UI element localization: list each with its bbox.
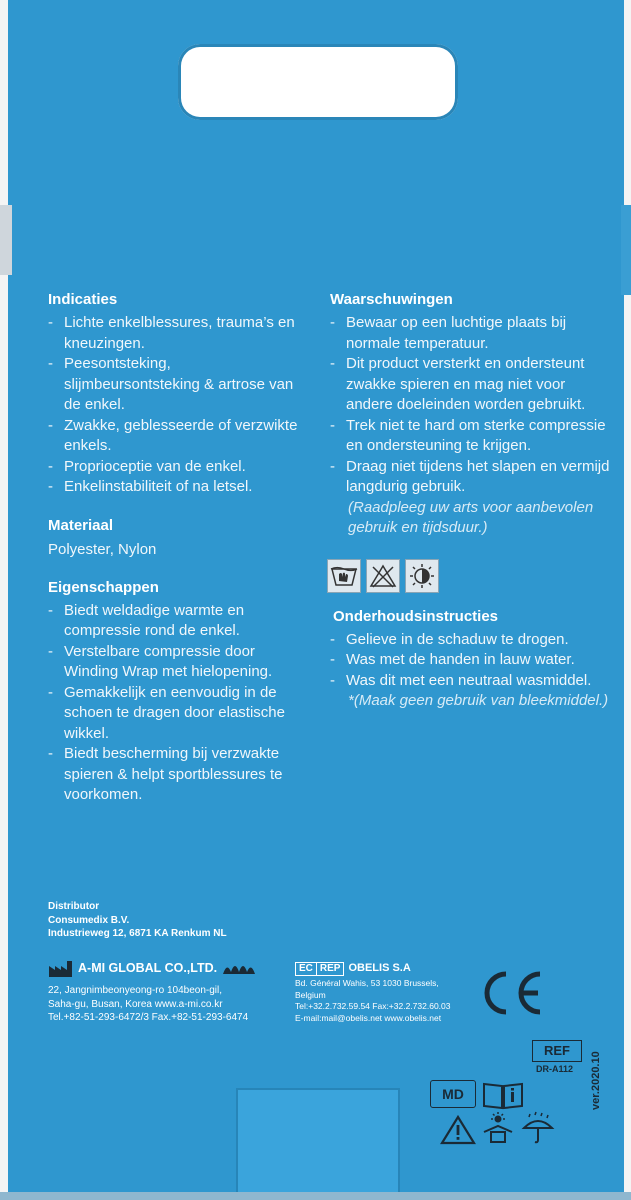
indications-list [48,313,298,498]
ec-tag: EC [295,962,317,976]
ec-rep-address: Bd. Général Wahis, 53 1030 Brussels, [295,978,439,988]
manufacturer-phone: Tel.+82-51-293-6472/3 Fax.+82-51-293-6474 [48,1012,249,1023]
rep-tag: REP [316,962,345,976]
list-item: - Lichte enkelblessures, trauma’s en kneuzingen. [48,313,298,354]
list-item: - Draag niet tijdens het slapen en vermijd langdurig gebruik. [330,457,610,498]
care-note: *(Maak geen gebruik van bleekmiddel.) [348,692,609,709]
keep-away-sunlight-icon [480,1112,516,1146]
dry-in-shade-icon [405,559,439,593]
distributor-block [48,900,227,941]
list-item: - Was dit met een neutraal wasmiddel. [330,671,610,692]
properties-title: Eigenschappen [48,578,159,596]
ce-mark-icon [476,968,546,1018]
left-flap [0,205,12,275]
manufacturer-name: A-MI GLOBAL CO.,LTD. [78,961,218,976]
list-item: - Gelieve in de schaduw te drogen. [330,630,610,651]
list-item: - Enkelinstabiliteit of na letsel. [48,477,298,498]
hang-hole [178,44,458,120]
ec-rep-name: OBELIS S.A [348,962,411,975]
list-item: - Biedt bescherming bij verzwakte spieren & helpt sportblessures te voorkomen. [48,744,298,806]
version-label: ver.2020.10 [590,1051,602,1110]
ec-rep-country: Belgium [295,989,326,1000]
ec-rep-header [295,962,451,976]
list-item: - Proprioceptie van de enkel. [48,457,298,478]
ec-rep-email: E-mail:mail@obelis.net www.obelis.net [295,1012,442,1023]
care-list [330,630,610,692]
right-flap [621,205,631,295]
no-bleach-icon [366,559,400,593]
warnings-list [330,313,610,498]
distributor-address: Industrieweg 12, 6871 KA Renkum NL [48,928,227,939]
manufacturer-address-1: 22, Jangnimbeonyeong-ro 104beon-gil, [48,985,223,996]
factory-icon [48,960,74,978]
ref-label: REF [532,1040,582,1062]
keep-dry-icon [520,1110,556,1146]
material-title: Materiaal [48,516,114,534]
right-column [330,290,610,712]
distributor-label: Distributor [48,901,100,912]
consult-instructions-icon [482,1080,524,1110]
bottom-strip [0,1192,631,1200]
list-item: - Zwakke, geblesseerde of verzwikte enkels. [48,416,298,457]
list-item: - Trek niet te hard om sterke compressie en ondersteuning te krijgen. [330,416,610,457]
list-item: - Gemakkelijk en eenvoudig in de schoen te dragen door elastische wikkel. [48,683,298,745]
list-item: - Bewaar op een luchtige plaats bij normale temperatuur. [330,313,610,354]
list-item: - Peesontsteking, slijmbeursontsteking & artrose van de enkel. [48,354,298,416]
manufacturer-block [48,960,257,1025]
list-item: - Biedt weldadige warmte en compressie rond de enkel. [48,601,298,642]
warnings-note: (Raadpleeg uw arts voor aanbevolen gebruik en tijdsduur.) [348,498,594,536]
warnings-title: Waarschuwingen [330,291,453,308]
manufacturer-name-row [48,960,257,978]
indications-title: Indicaties [48,291,118,308]
properties-list [48,601,298,806]
ref-code: DR-A112 [536,1064,574,1074]
caution-icon [440,1114,476,1146]
manufacturer-address-2: Saha-gu, Busan, Korea www.a-mi.co.kr [48,998,223,1010]
list-item: - Verstelbare compressie door Winding Wrap met hielopening. [48,642,298,683]
bottom-tab [236,1088,400,1200]
distributor-name: Consumedix B.V. [48,914,130,926]
list-item: - Was met de handen in lauw water. [330,650,610,671]
care-icons [327,559,610,593]
ec-rep-details [295,978,451,1024]
ec-rep-block [295,962,451,1024]
company-logo-icon [221,960,257,978]
md-label: MD [430,1080,476,1108]
hand-wash-icon [327,559,361,593]
ec-rep-phone: Tel:+32.2.732.59.54 Fax:+32.2.732.60.03 [295,1001,451,1011]
material-text: Polyester, Nylon [48,540,157,558]
list-item: - Dit product versterkt en ondersteunt zwakke spieren en mag niet voor andere doeleinden worden gebruikt. [330,354,610,416]
left-column [48,290,298,806]
care-title: Onderhoudsinstructies [333,607,499,625]
